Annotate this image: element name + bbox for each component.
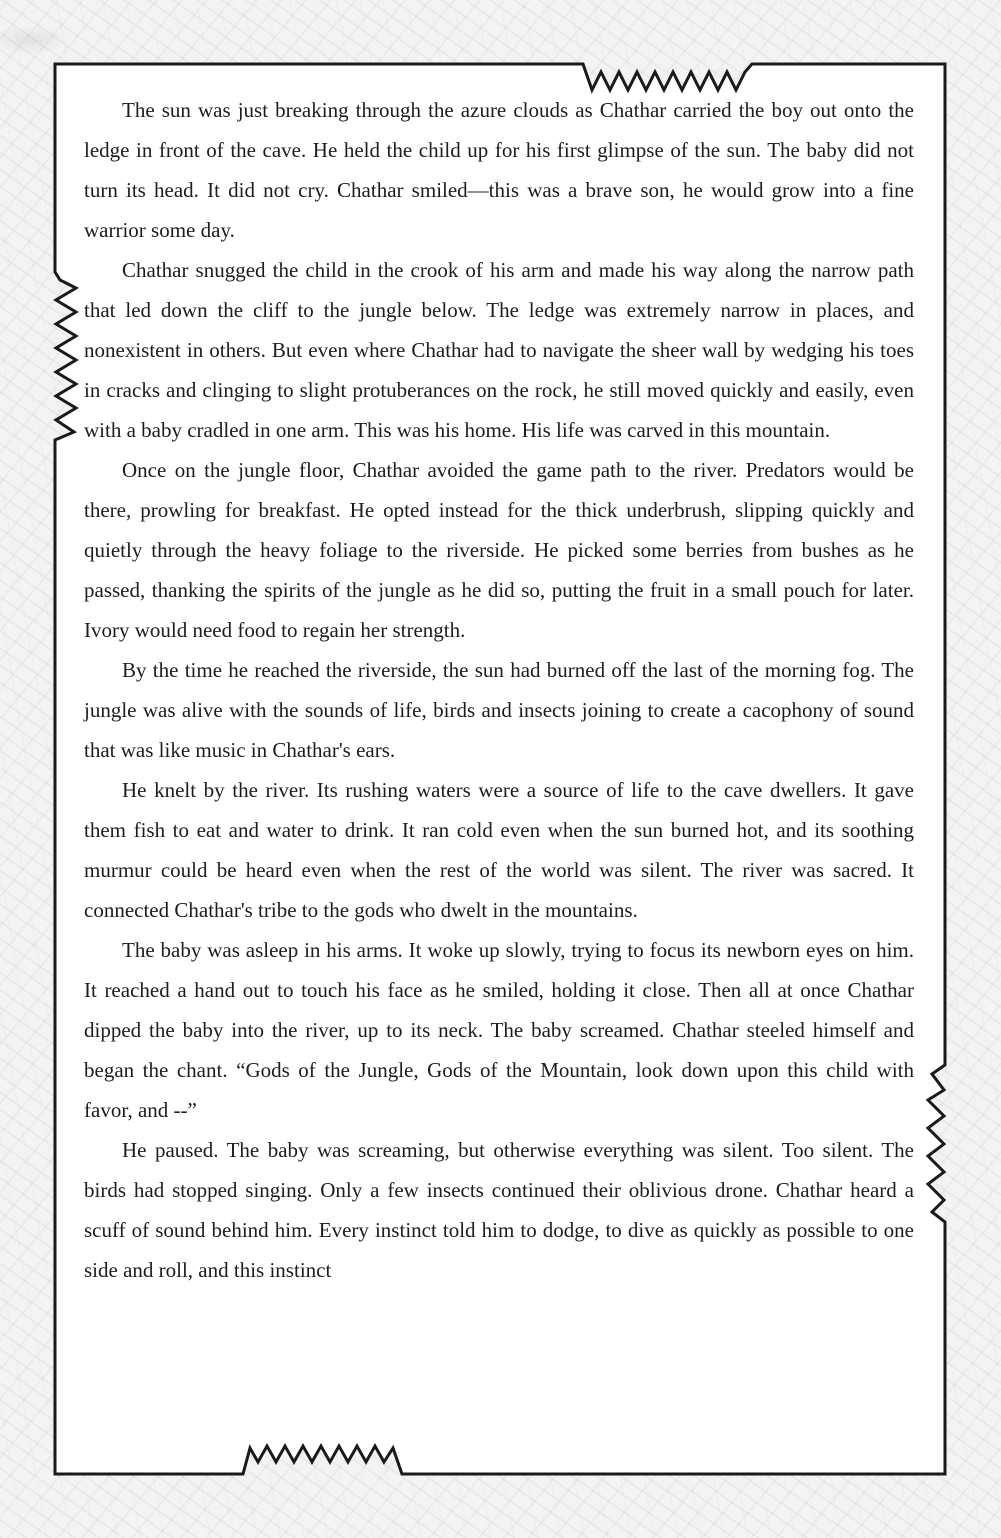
story-text: [84, 90, 914, 1290]
paragraph-5: He knelt by the river. Its rushing waters were a source of life to the cave dwellers. It gave them fish to eat and water to drink. It ran cold even when the sun burned hot, and its soothing murmur could be heard even when the rest of the world was silent. The river was sacred. It connected Chathar's tribe to the gods who dwelt in the mountains.: [84, 778, 914, 922]
paragraph-7: He paused. The baby was screaming, but otherwise everything was silent. Too silent. The birds had stopped singing. Only a few insects continued their oblivious drone. Chathar heard a scuff of sound behind him. Every instinct told him to dodge, to dive as quickly as possible to one side and roll, and this instinct: [84, 1138, 914, 1282]
paragraph-3: Once on the jungle floor, Chathar avoided the game path to the river. Predators would be there, prowling for breakfast. He opted instead for the thick underbrush, slipping quickly and quietly through the heavy foliage to the riverside. He picked some berries from bushes as he passed, thanking the spirits of the jungle as he did so, putting the fruit in a small pouch for later. Ivory would need food to regain her strength.: [84, 458, 914, 642]
paragraph-1: The sun was just breaking through the azure clouds as Chathar carried the boy out onto the ledge in front of the cave. He held the child up for his first glimpse of the sun. The baby did not turn its head. It did not cry. Chathar smiled—this was a brave son, he would grow into a fine warrior some day.: [84, 98, 914, 242]
paragraph-6: The baby was asleep in his arms. It woke up slowly, trying to focus its newborn eyes on him. It reached a hand out to touch his face as he smiled, holding it close. Then all at once Chathar dipped the baby into the river, up to its neck. The baby screamed. Chathar steeled himself and began the chant. “Gods of the Jungle, Gods of the Mountain, look down upon this child with favor, and --”: [84, 938, 914, 1122]
paragraph-2: Chathar snugged the child in the crook of his arm and made his way along the narrow path that led down the cliff to the jungle below. The ledge was extremely narrow in places, and nonexistent in others. But even where Chathar had to navigate the sheer wall by wedging his toes in cracks and clinging to slight protuberances on the rock, he still moved quickly and easily, even with a baby cradled in one arm. This was his home. His life was carved in this mountain.: [84, 258, 914, 442]
paragraph-4: By the time he reached the riverside, the sun had burned off the last of the morning fog. The jungle was alive with the sounds of life, birds and insects joining to create a cacophony of sound that was like music in Chathar's ears.: [84, 658, 914, 762]
